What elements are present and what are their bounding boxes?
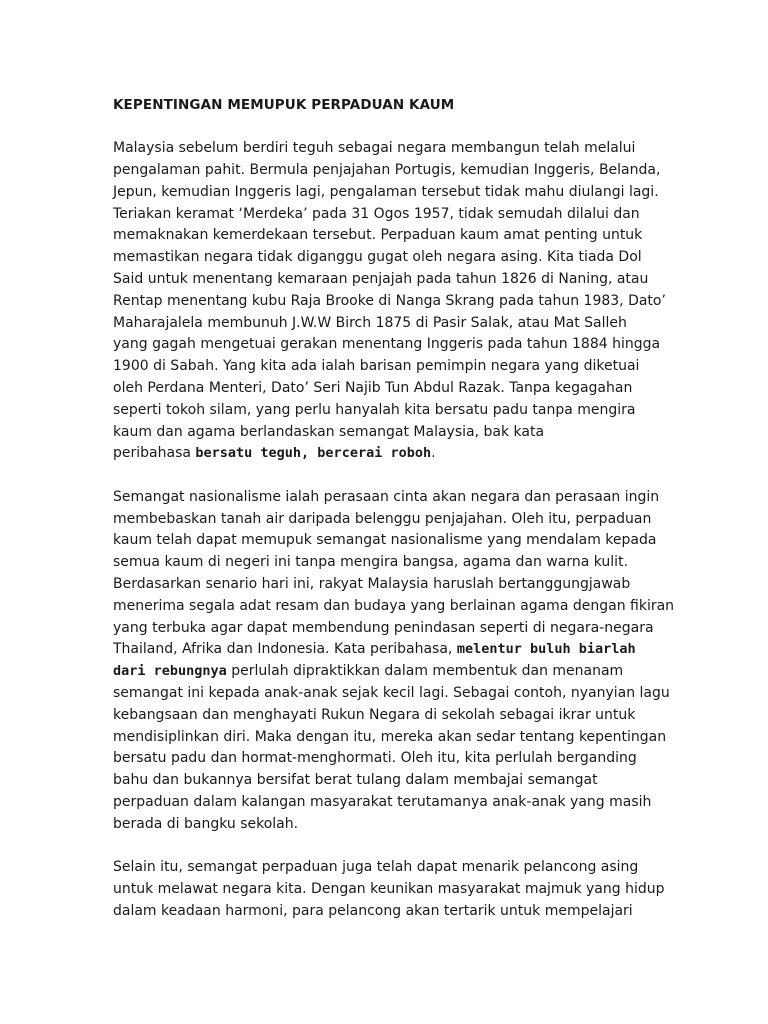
- text-line: [113, 182, 659, 204]
- text-line: [113, 422, 648, 444]
- text-line: [113, 138, 648, 160]
- text-segment: pengalaman pahit. Bermula penjajahan Portugis, kemudian Inggeris, Belanda,: [113, 162, 661, 179]
- text-line: [113, 814, 648, 836]
- text-line: [113, 770, 648, 792]
- text-line: [113, 596, 675, 618]
- text-line: [113, 879, 665, 901]
- text-line: [113, 574, 648, 596]
- text-segment: untuk melawat negara kita. Dengan keunikan masyarakat majmuk yang hidup: [113, 880, 665, 897]
- text-segment: Maharajalela membunuh J.W.W Birch 1875 di Pasir Salak, atau Mat Salleh: [113, 314, 627, 331]
- paragraph: [113, 487, 675, 836]
- text-segment: kaum dan agama berlandaskan semangat Malaysia, bak kata: [113, 423, 545, 440]
- text-segment: bersatu padu dan hormat-menghormati. Oleh itu, kita perlulah berganding: [113, 750, 637, 767]
- text-line: [113, 487, 660, 509]
- text-line: [113, 313, 648, 335]
- text-segment: 1900 di Sabah. Yang kita ada ialah barisan pemimpin negara yang diketuai: [113, 358, 640, 375]
- text-line: [113, 618, 654, 640]
- text-line: [113, 378, 648, 400]
- text-segment: Selain itu, semangat perpaduan juga telah dapat menarik pelancong asing: [113, 859, 639, 875]
- text-line: [113, 334, 661, 356]
- text-line: [113, 552, 648, 574]
- text-line: [113, 204, 648, 226]
- text-segment: yang terbuka agar dapat membendung penindasan seperti di negara-negara: [113, 619, 654, 636]
- document-body: [113, 95, 675, 944]
- text-line: [113, 225, 648, 247]
- text-line: [113, 400, 648, 422]
- text-line: [113, 530, 657, 552]
- text-line: [113, 705, 648, 727]
- text-line: [113, 247, 648, 269]
- text-segment: Rentap menentang kubu Raja Brooke di Nanga Skrang pada tahun 1983, Dato’: [113, 292, 666, 309]
- text-segment: semangat ini kepada anak-anak sejak kecil lagi. Sebagai contoh, nyanyian lagu: [113, 684, 670, 701]
- text-segment: bahu dan bukannya bersifat berat tulang dalam membajai semangat: [113, 772, 598, 789]
- text-segment: memaknakan kemerdekaan tersebut. Perpaduan kaum amat penting untuk: [113, 227, 643, 244]
- bold-phrase: dari rebungnya: [113, 663, 227, 680]
- text-segment: Berdasarkan senario hari ini, rakyat Malaysia haruslah bertanggungjawab: [113, 575, 631, 592]
- text-segment: seperti tokoh silam, yang perlu hanyalah kita bersatu padu tanpa mengira: [113, 401, 636, 418]
- text-segment: mendisiplinkan diri. Maka dengan itu, mereka akan sedar tentang kepentingan: [113, 728, 667, 745]
- text-segment: kaum telah dapat memupuk semangat nasionalisme yang mendalam kepada: [113, 532, 657, 549]
- text-line: [113, 356, 648, 378]
- text-segment: menerima segala adat resam dan budaya yang berlainan agama dengan fikiran: [113, 597, 675, 614]
- text-line: [113, 727, 667, 749]
- text-segment: kebangsaan dan menghayati Rukun Negara di sekolah sebagai ikrar untuk: [113, 706, 636, 723]
- bold-phrase: bersatu teguh, bercerai roboh: [195, 445, 432, 462]
- text-line: [113, 160, 661, 182]
- text-segment: Thailand, Afrika dan Indonesia. Kata peribahasa,: [113, 641, 457, 658]
- paragraph: [113, 138, 666, 465]
- text-segment: memastikan negara tidak diganggu gugat oleh negara asing. Kita tiada Dol: [113, 249, 642, 266]
- text-line: [113, 269, 648, 291]
- text-segment: semua kaum di negeri ini tanpa mengira bangsa, agama dan warna kulit.: [113, 554, 629, 571]
- text-line: [113, 639, 648, 661]
- paragraph: [113, 857, 665, 922]
- text-segment: peribahasa: [113, 445, 196, 462]
- document-title: KEPENTINGAN MEMUPUK PERPADUAN KAUM: [113, 97, 455, 113]
- text-segment: membebaskan tanah air daripada belenggu penjajahan. Oleh itu, perpaduan: [113, 510, 652, 527]
- text-segment: oleh Perdana Menteri, Dato’ Seri Najib Tun Abdul Razak. Tanpa kegagahan: [113, 380, 633, 397]
- bold-phrase: melentur buluh biarlah: [456, 641, 636, 658]
- text-line: [113, 748, 648, 770]
- text-segment: yang gagah mengetuai gerakan menentang Inggeris pada tahun 1884 hingga: [113, 336, 661, 353]
- text-segment: perlulah dipraktikkan dalam membentuk dan menanam: [226, 663, 624, 680]
- text-line: [113, 509, 652, 531]
- text-line: [113, 901, 648, 923]
- text-segment: Jepun, kemudian Inggeris lagi, pengalaman tersebut tidak mahu diulangi lagi.: [113, 183, 659, 200]
- text-segment: berada di bangku sekolah.: [113, 815, 299, 832]
- text-line: [113, 661, 648, 683]
- text-line: [113, 443, 648, 465]
- text-line: [113, 683, 670, 705]
- text-segment: Semangat nasionalisme ialah perasaan cinta akan negara dan perasaan ingin: [113, 488, 660, 505]
- text-segment: Malaysia sebelum berdiri teguh sebagai negara membangun telah melalui: [113, 140, 636, 157]
- text-line: [113, 291, 666, 313]
- text-segment: Teriakan keramat ‘Merdeka’ pada 31 Ogos 1957, tidak semudah dilalui dan: [113, 205, 640, 222]
- paragraph-list: [113, 138, 675, 922]
- text-segment: perpaduan dalam kalangan masyarakat terutamanya anak-anak yang masih: [113, 793, 652, 810]
- text-segment: dalam keadaan harmoni, para pelancong akan tertarik untuk mempelajari: [113, 902, 633, 919]
- text-segment: Said untuk menentang kemaraan penjajah pada tahun 1826 di Naning, atau: [113, 271, 649, 288]
- text-segment: .: [431, 445, 436, 462]
- text-line: [113, 792, 652, 814]
- text-line: [113, 857, 648, 879]
